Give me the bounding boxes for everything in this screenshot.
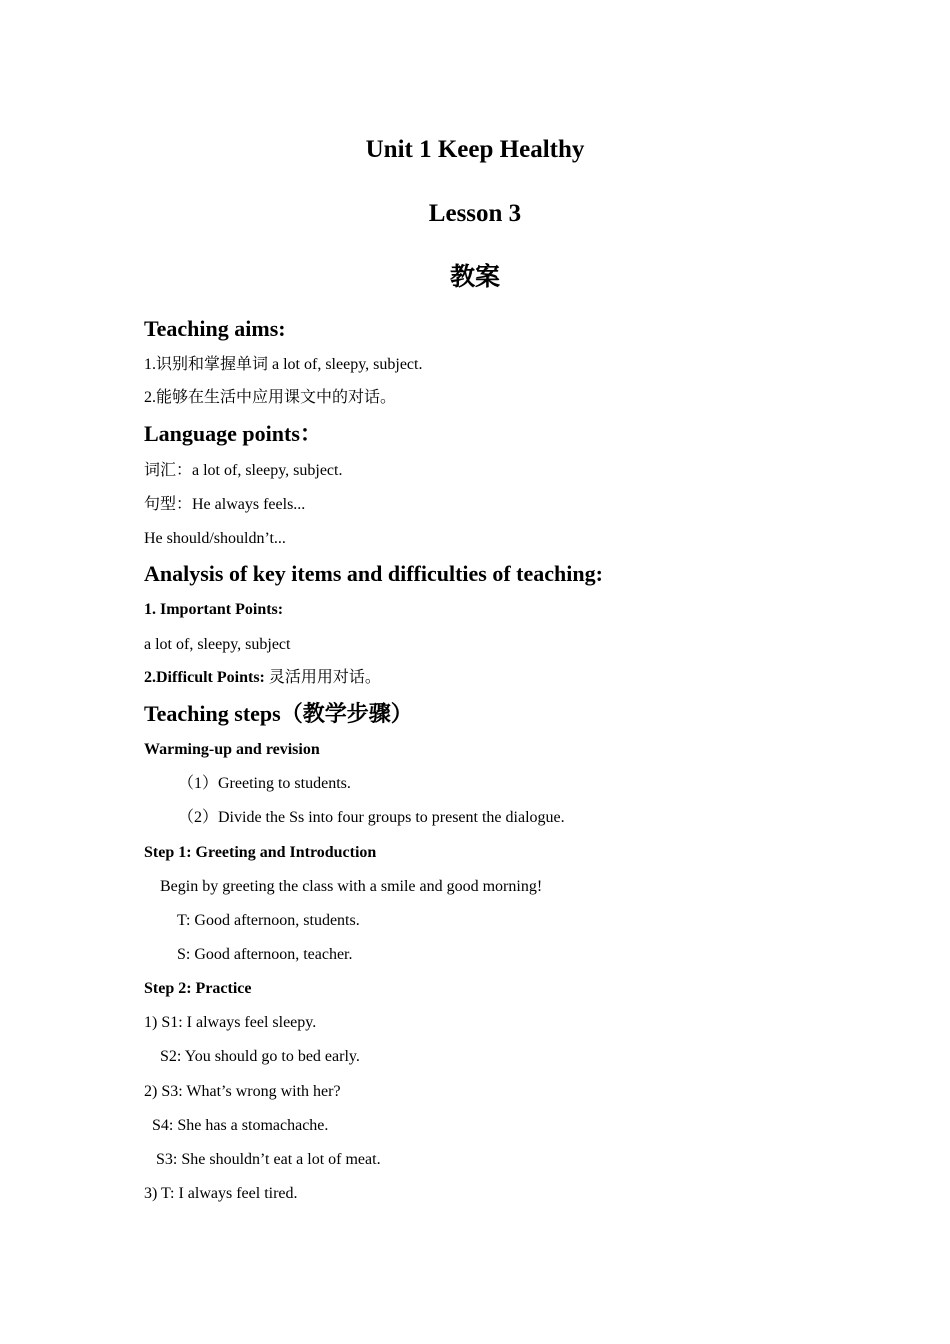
pattern-line-2: He should/shouldn’t... xyxy=(144,530,286,547)
doc-type-title: 教案 xyxy=(449,262,500,291)
warmup-item-2: （2）Divide the Ss into four groups to present the dialogue. xyxy=(178,809,565,826)
step2-line-5: S3: She shouldn’t eat a lot of meat. xyxy=(156,1151,381,1168)
step2-line-6: 3) T: I always feel tired. xyxy=(144,1185,298,1202)
warmup-heading: Warming-up and revision xyxy=(144,741,320,758)
warmup-item-1: （1）Greeting to students. xyxy=(178,775,351,792)
step1-line-1: Begin by greeting the class with a smile and good morning! xyxy=(160,878,543,895)
aim-item-1: 1.识别和掌握单词 a lot of, sleepy, subject. xyxy=(144,356,423,373)
step1-line-3: S: Good afternoon, teacher. xyxy=(177,946,353,963)
step2-line-1: 1) S1: I always feel sleepy. xyxy=(144,1014,317,1031)
teaching-steps-heading: Teaching steps（教学步骤） xyxy=(144,701,413,726)
aim-item-2: 2.能够在生活中应用课文中的对话。 xyxy=(144,389,397,406)
difficult-points-label: 2.Difficult Points: xyxy=(144,669,269,686)
step2-line-4: S4: She has a stomachache. xyxy=(152,1117,329,1134)
difficult-points-text: 灵活用用对话。 xyxy=(268,669,381,686)
teaching-aims-heading: Teaching aims: xyxy=(144,316,286,341)
step1-line-2: T: Good afternoon, students. xyxy=(177,912,360,929)
language-points-heading: Language points： xyxy=(144,421,322,446)
step2-line-3: 2) S3: What’s wrong with her? xyxy=(144,1083,341,1100)
important-points-text: a lot of, sleepy, subject xyxy=(144,636,291,653)
step2-line-2: S2: You should go to bed early. xyxy=(160,1048,360,1065)
step2-heading: Step 2: Practice xyxy=(144,980,252,997)
document-title: Unit 1 Keep Healthy xyxy=(365,136,585,163)
analysis-heading: Analysis of key items and difficulties of teaching: xyxy=(144,561,603,586)
pattern-line: 句型：He always feels... xyxy=(144,496,306,513)
important-points-label: 1. Important Points: xyxy=(144,601,284,618)
step1-heading: Step 1: Greeting and Introduction xyxy=(144,844,377,861)
difficult-points-line xyxy=(144,670,381,686)
lesson-title: Lesson 3 xyxy=(428,200,522,227)
vocab-line: 词汇：a lot of, sleepy, subject. xyxy=(144,462,343,479)
